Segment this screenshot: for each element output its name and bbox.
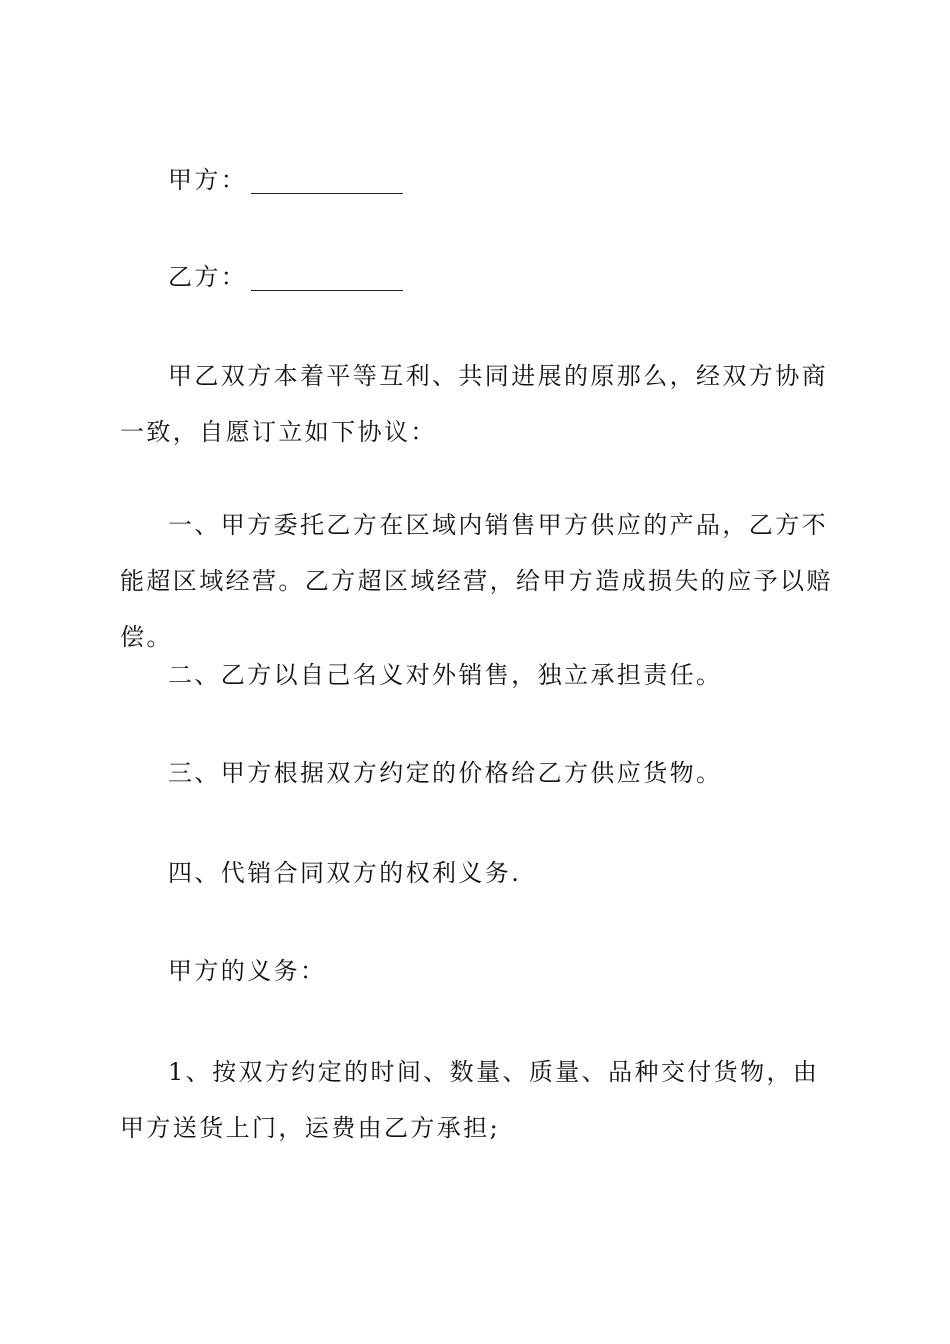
party-b-label: 乙方：: [168, 263, 248, 291]
clause-3-paragraph: 三、甲方根据双方约定的价格给乙方供应货物。: [168, 759, 723, 787]
party-b-blank-line: [251, 266, 403, 291]
clause-1-paragraph: 一、甲方委托乙方在区域内销售甲方供应的产品，乙方不能超区域经营。乙方超区域经营，给甲方造成损失的应予以赔偿。: [120, 511, 833, 651]
intro-paragraph: 甲乙双方本着平等互利、共同进展的原那么，经双方协商一致，自愿订立如下协议：: [120, 362, 828, 446]
party-a-duties-heading: 甲方的义务：: [168, 957, 327, 985]
party-a-blank-line: [251, 169, 403, 194]
party-a-field: [120, 152, 835, 208]
duty-1-paragraph: 1、按双方约定的时间、数量、质量、品种交付货物，由甲方送货上门，运费由乙方承担;: [120, 1058, 820, 1142]
clause-2-paragraph: 二、乙方以自己名义对外销售，独立承担责任。: [168, 661, 723, 689]
clause-4-paragraph: 四、代销合同双方的权利义务.: [168, 859, 522, 887]
party-a-label: 甲方：: [168, 166, 248, 194]
party-b-field: [120, 249, 835, 305]
